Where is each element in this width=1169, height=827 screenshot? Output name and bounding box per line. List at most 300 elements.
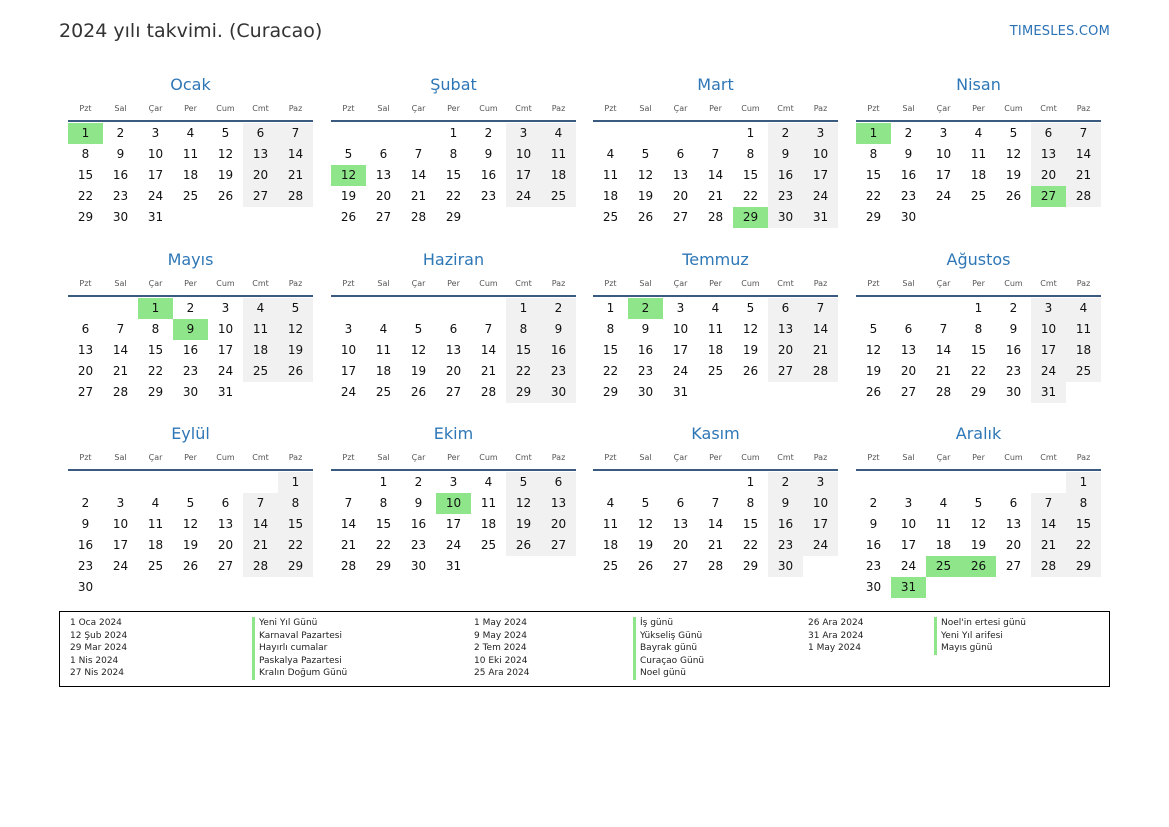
day-cell: 11 — [541, 144, 576, 165]
day-cell: 27 — [672, 559, 689, 573]
legend-date: 2 Tem 2024 — [474, 643, 527, 653]
week-row — [331, 165, 576, 186]
day-cell: 11 — [480, 496, 497, 510]
week-row — [68, 340, 313, 361]
day-cell: 8 — [974, 322, 983, 336]
weekday-label: Pzt — [342, 104, 355, 113]
day-cell: 20 — [1031, 165, 1066, 186]
day-cell: 12 — [637, 168, 654, 182]
day-cell: 16 — [865, 538, 882, 552]
day-cell: 30 — [77, 580, 94, 594]
weekday-label: Pzt — [342, 453, 355, 462]
week-row — [68, 493, 313, 514]
day-cell: 29 — [445, 210, 462, 224]
day-cell: 4 — [484, 475, 493, 489]
weekday-label: Cmt — [777, 279, 794, 288]
empty-day-cell — [541, 207, 576, 228]
day-cell: 4 — [151, 496, 160, 510]
month-calendar — [856, 421, 1101, 598]
day-cell: 3 — [506, 123, 541, 144]
month-name: Nisan — [956, 75, 1001, 94]
day-cell: 7 — [711, 147, 720, 161]
day-cell: 13 — [541, 493, 576, 514]
empty-day-cell — [471, 207, 506, 228]
weekday-label: Paz — [551, 453, 566, 462]
weekday-label: Cum — [1004, 279, 1023, 288]
day-cell: 11 — [243, 319, 278, 340]
empty-day-cell — [961, 472, 996, 493]
day-cell: 20 — [672, 538, 689, 552]
day-cell: 20 — [77, 364, 94, 378]
day-cell: 5 — [506, 472, 541, 493]
empty-day-cell — [173, 207, 208, 228]
day-cell: 4 — [379, 322, 388, 336]
weekday-label: Pzt — [604, 104, 617, 113]
day-cell: 16 — [637, 343, 654, 357]
empty-day-cell — [173, 472, 208, 493]
empty-day-cell — [103, 577, 138, 598]
weekday-label: Sal — [377, 279, 390, 288]
day-cell: 10 — [340, 343, 357, 357]
week-row — [331, 493, 576, 514]
week-row — [593, 144, 838, 165]
day-cell: 15 — [1066, 514, 1101, 535]
day-cell: 21 — [707, 189, 724, 203]
day-cell: 17 — [672, 343, 689, 357]
weekday-header — [68, 98, 313, 120]
legend-dates-col-3 — [808, 617, 863, 655]
month-calendar — [331, 421, 576, 577]
day-cell: 21 — [935, 364, 952, 378]
day-cell: 19 — [865, 364, 882, 378]
day-cell: 14 — [707, 517, 724, 531]
day-cell: 3 — [449, 475, 458, 489]
week-row — [68, 361, 313, 382]
empty-day-cell — [891, 298, 926, 319]
holiday-day-cell: 1 — [856, 123, 891, 144]
legend-holiday-name: Yükseliş Günü — [633, 630, 704, 643]
day-cell: 21 — [278, 165, 313, 186]
day-cell: 1 — [379, 475, 388, 489]
month-name: Aralık — [955, 424, 1002, 443]
week-row — [68, 207, 313, 228]
month-calendar — [593, 247, 838, 403]
week-row — [68, 165, 313, 186]
page-title: 2024 yılı takvimi. (Curacao) — [59, 20, 323, 42]
month-name: Kasım — [691, 424, 740, 443]
day-cell: 21 — [1031, 535, 1066, 556]
weekday-label: Per — [447, 104, 460, 113]
weekday-label: Cum — [216, 104, 235, 113]
day-cell: 13 — [900, 343, 917, 357]
day-cell: 6 — [1031, 123, 1066, 144]
empty-day-cell — [926, 472, 961, 493]
weekday-label: Cmt — [515, 279, 532, 288]
day-cell: 29 — [77, 210, 94, 224]
day-cell: 13 — [672, 168, 689, 182]
day-cell: 14 — [243, 514, 278, 535]
day-cell: 10 — [672, 322, 689, 336]
weekday-label: Sal — [639, 453, 652, 462]
day-cell: 14 — [278, 144, 313, 165]
legend-date: 1 Nis 2024 — [70, 655, 119, 666]
empty-day-cell — [541, 556, 576, 577]
day-cell: 16 — [410, 517, 427, 531]
day-cell: 13 — [375, 168, 392, 182]
day-cell: 18 — [970, 168, 987, 182]
empty-day-cell — [628, 123, 663, 144]
holiday-day-cell: 10 — [436, 493, 471, 514]
week-row — [331, 514, 576, 535]
day-cell: 13 — [1031, 144, 1066, 165]
week-row — [331, 123, 576, 144]
week-row — [856, 298, 1101, 319]
header-divider — [331, 469, 576, 471]
legend-date: 12 Şub 2024 — [70, 630, 128, 641]
day-cell: 23 — [480, 189, 497, 203]
day-cell: 2 — [904, 126, 913, 140]
day-cell: 7 — [116, 322, 125, 336]
day-cell: 24 — [672, 364, 689, 378]
day-cell: 11 — [375, 343, 392, 357]
weekday-label: Pzt — [867, 104, 880, 113]
day-cell: 7 — [414, 147, 423, 161]
weekday-label: Paz — [551, 279, 566, 288]
empty-day-cell — [506, 207, 541, 228]
header-divider — [68, 469, 313, 471]
day-cell: 9 — [81, 517, 90, 531]
day-cell: 22 — [742, 538, 759, 552]
empty-day-cell — [173, 577, 208, 598]
day-cell: 18 — [1066, 340, 1101, 361]
day-cell: 18 — [602, 189, 619, 203]
day-cell: 18 — [243, 340, 278, 361]
weekday-label: Cum — [216, 279, 235, 288]
empty-day-cell — [663, 123, 698, 144]
week-row — [68, 382, 313, 403]
weekday-label: Çar — [936, 104, 951, 113]
empty-day-cell — [331, 472, 366, 493]
empty-day-cell — [1066, 577, 1101, 598]
week-row — [593, 165, 838, 186]
holiday-day-cell: 27 — [1031, 186, 1066, 207]
day-cell: 9 — [1009, 322, 1018, 336]
week-row — [593, 382, 838, 403]
day-cell: 21 — [410, 189, 427, 203]
weekday-label: Per — [447, 279, 460, 288]
legend-names-col-3 — [934, 617, 1026, 655]
weekday-label: Pzt — [79, 104, 92, 113]
empty-day-cell — [138, 577, 173, 598]
empty-day-cell — [1031, 207, 1066, 228]
empty-day-cell — [593, 123, 628, 144]
month-calendar — [593, 72, 838, 228]
empty-day-cell — [208, 472, 243, 493]
day-cell: 21 — [707, 538, 724, 552]
empty-day-cell — [856, 298, 891, 319]
holiday-day-cell: 31 — [891, 577, 926, 598]
empty-day-cell — [803, 382, 838, 403]
week-row — [331, 535, 576, 556]
week-row — [856, 165, 1101, 186]
day-cell: 5 — [641, 147, 650, 161]
day-cell: 15 — [506, 340, 541, 361]
weekday-header — [331, 98, 576, 120]
week-row — [68, 298, 313, 319]
day-cell: 28 — [278, 186, 313, 207]
month-name: Eylül — [171, 424, 210, 443]
day-cell: 25 — [541, 186, 576, 207]
day-cell: 5 — [221, 126, 230, 140]
day-cell: 24 — [1031, 361, 1066, 382]
day-cell: 23 — [768, 535, 803, 556]
day-cell: 15 — [147, 343, 164, 357]
weekday-header — [593, 447, 838, 469]
header-divider — [593, 295, 838, 297]
empty-day-cell — [68, 472, 103, 493]
day-cell: 22 — [278, 535, 313, 556]
weekday-label: Çar — [411, 279, 426, 288]
day-cell: 23 — [637, 364, 654, 378]
day-cell: 1 — [506, 298, 541, 319]
day-cell: 14 — [707, 168, 724, 182]
day-cell: 1 — [746, 126, 755, 140]
day-cell: 26 — [217, 189, 234, 203]
day-cell: 7 — [243, 493, 278, 514]
empty-day-cell — [1031, 472, 1066, 493]
weekday-label: Sal — [639, 104, 652, 113]
day-cell: 13 — [217, 517, 234, 531]
empty-day-cell — [961, 577, 996, 598]
header-divider — [331, 295, 576, 297]
holiday-day-cell: 9 — [173, 319, 208, 340]
day-cell: 3 — [676, 301, 685, 315]
day-cell: 21 — [112, 364, 129, 378]
day-cell: 3 — [151, 126, 160, 140]
day-cell: 25 — [243, 361, 278, 382]
weekday-label: Cum — [1004, 104, 1023, 113]
day-cell: 4 — [186, 126, 195, 140]
empty-day-cell — [471, 298, 506, 319]
week-row — [856, 556, 1101, 577]
day-cell: 24 — [217, 364, 234, 378]
weekday-label: Çar — [673, 279, 688, 288]
day-cell: 3 — [1031, 298, 1066, 319]
day-cell: 20 — [1005, 538, 1022, 552]
weekday-label: Cmt — [515, 453, 532, 462]
day-cell: 16 — [182, 343, 199, 357]
weekday-label: Pzt — [604, 279, 617, 288]
day-cell: 2 — [116, 126, 125, 140]
day-cell: 4 — [243, 298, 278, 319]
day-cell: 2 — [186, 301, 195, 315]
empty-day-cell — [996, 577, 1031, 598]
empty-day-cell — [506, 556, 541, 577]
day-cell: 7 — [939, 322, 948, 336]
day-cell: 15 — [865, 168, 882, 182]
weekday-header — [593, 98, 838, 120]
day-cell: 22 — [602, 364, 619, 378]
day-cell: 10 — [803, 493, 838, 514]
day-cell: 16 — [768, 165, 803, 186]
empty-day-cell — [366, 298, 401, 319]
day-cell: 5 — [344, 147, 353, 161]
weekday-label: Paz — [813, 279, 828, 288]
weekday-label: Per — [184, 279, 197, 288]
day-cell: 23 — [1005, 364, 1022, 378]
weekday-label: Pzt — [79, 279, 92, 288]
day-cell: 12 — [865, 343, 882, 357]
day-cell: 21 — [1066, 165, 1101, 186]
day-cell: 20 — [217, 538, 234, 552]
day-cell: 28 — [340, 559, 357, 573]
week-row — [68, 535, 313, 556]
day-cell: 26 — [506, 535, 541, 556]
day-cell: 11 — [182, 147, 199, 161]
day-cell: 22 — [1066, 535, 1101, 556]
day-cell: 16 — [77, 538, 94, 552]
month-calendar — [856, 247, 1101, 403]
empty-day-cell — [926, 577, 961, 598]
empty-day-cell — [208, 207, 243, 228]
day-cell: 5 — [278, 298, 313, 319]
holiday-day-cell: 1 — [68, 123, 103, 144]
day-cell: 26 — [182, 559, 199, 573]
day-cell: 4 — [974, 126, 983, 140]
day-cell: 6 — [243, 123, 278, 144]
legend-holiday-name: Paskalya Pazartesi — [252, 655, 347, 668]
day-cell: 14 — [340, 517, 357, 531]
empty-day-cell — [243, 382, 278, 403]
empty-day-cell — [103, 298, 138, 319]
day-cell: 10 — [935, 147, 952, 161]
day-cell: 14 — [112, 343, 129, 357]
week-row — [331, 298, 576, 319]
week-row — [593, 298, 838, 319]
legend-holiday-name: İş günü — [633, 617, 704, 630]
day-cell: 7 — [484, 322, 493, 336]
day-cell: 17 — [506, 165, 541, 186]
day-cell: 22 — [865, 189, 882, 203]
legend-holiday-name: Yeni Yıl Günü — [252, 617, 347, 630]
day-cell: 3 — [344, 322, 353, 336]
week-row — [856, 340, 1101, 361]
holiday-day-cell: 2 — [628, 298, 663, 319]
day-cell: 12 — [1005, 147, 1022, 161]
day-cell: 14 — [410, 168, 427, 182]
day-cell: 31 — [672, 385, 689, 399]
holiday-day-cell: 1 — [138, 298, 173, 319]
header-divider — [68, 120, 313, 122]
day-cell: 17 — [900, 538, 917, 552]
day-cell: 2 — [869, 496, 878, 510]
empty-day-cell — [768, 382, 803, 403]
day-cell: 5 — [414, 322, 423, 336]
month-name: Ağustos — [946, 250, 1011, 269]
legend-holiday-name: Noel'in ertesi günü — [934, 617, 1026, 630]
day-cell: 10 — [803, 144, 838, 165]
day-cell: 15 — [602, 343, 619, 357]
day-cell: 12 — [217, 147, 234, 161]
day-cell: 22 — [506, 361, 541, 382]
day-cell: 29 — [1066, 556, 1101, 577]
empty-day-cell — [698, 382, 733, 403]
day-cell: 27 — [445, 385, 462, 399]
weekday-label: Çar — [936, 453, 951, 462]
day-cell: 13 — [243, 144, 278, 165]
day-cell: 12 — [182, 517, 199, 531]
day-cell: 5 — [186, 496, 195, 510]
weekday-label: Per — [709, 104, 722, 113]
legend-holiday-name: Bayrak günü — [633, 642, 704, 655]
day-cell: 19 — [970, 538, 987, 552]
day-cell: 28 — [410, 210, 427, 224]
empty-day-cell — [961, 207, 996, 228]
day-cell: 31 — [445, 559, 462, 573]
week-row — [68, 577, 313, 598]
weekday-label: Paz — [288, 279, 303, 288]
weekday-label: Per — [972, 104, 985, 113]
day-cell: 30 — [900, 210, 917, 224]
day-cell: 13 — [77, 343, 94, 357]
day-cell: 24 — [803, 535, 838, 556]
weekday-label: Per — [709, 279, 722, 288]
weekday-label: Cmt — [252, 453, 269, 462]
day-cell: 12 — [410, 343, 427, 357]
month-calendar — [331, 247, 576, 403]
week-row — [593, 123, 838, 144]
day-cell: 4 — [1066, 298, 1101, 319]
header-divider — [593, 120, 838, 122]
day-cell: 2 — [484, 126, 493, 140]
day-cell: 4 — [711, 301, 720, 315]
day-cell: 25 — [480, 538, 497, 552]
day-cell: 6 — [81, 322, 90, 336]
week-row — [856, 535, 1101, 556]
weekday-label: Paz — [551, 104, 566, 113]
day-cell: 17 — [1031, 340, 1066, 361]
day-cell: 9 — [484, 147, 493, 161]
day-cell: 2 — [81, 496, 90, 510]
legend-date: 1 Oca 2024 — [70, 618, 122, 628]
empty-day-cell — [401, 298, 436, 319]
site-link[interactable]: TIMESLES.COM — [1009, 24, 1110, 39]
day-cell: 14 — [480, 343, 497, 357]
day-cell: 13 — [1005, 517, 1022, 531]
day-cell: 30 — [541, 382, 576, 403]
month-name: Şubat — [430, 75, 477, 94]
month-name: Mart — [697, 75, 734, 94]
week-row — [856, 514, 1101, 535]
week-row — [856, 361, 1101, 382]
weekday-header — [856, 98, 1101, 120]
week-row — [331, 361, 576, 382]
day-cell: 15 — [375, 517, 392, 531]
weekday-label: Sal — [114, 104, 127, 113]
day-cell: 28 — [707, 559, 724, 573]
day-cell: 17 — [803, 165, 838, 186]
month-calendar — [331, 72, 576, 228]
empty-day-cell — [436, 298, 471, 319]
day-cell: 15 — [742, 517, 759, 531]
day-cell: 29 — [278, 556, 313, 577]
weekday-label: Çar — [936, 279, 951, 288]
day-cell: 29 — [147, 385, 164, 399]
weekday-header — [331, 447, 576, 469]
day-cell: 26 — [865, 385, 882, 399]
legend-date: 10 Eki 2024 — [474, 655, 528, 666]
day-cell: 8 — [869, 147, 878, 161]
